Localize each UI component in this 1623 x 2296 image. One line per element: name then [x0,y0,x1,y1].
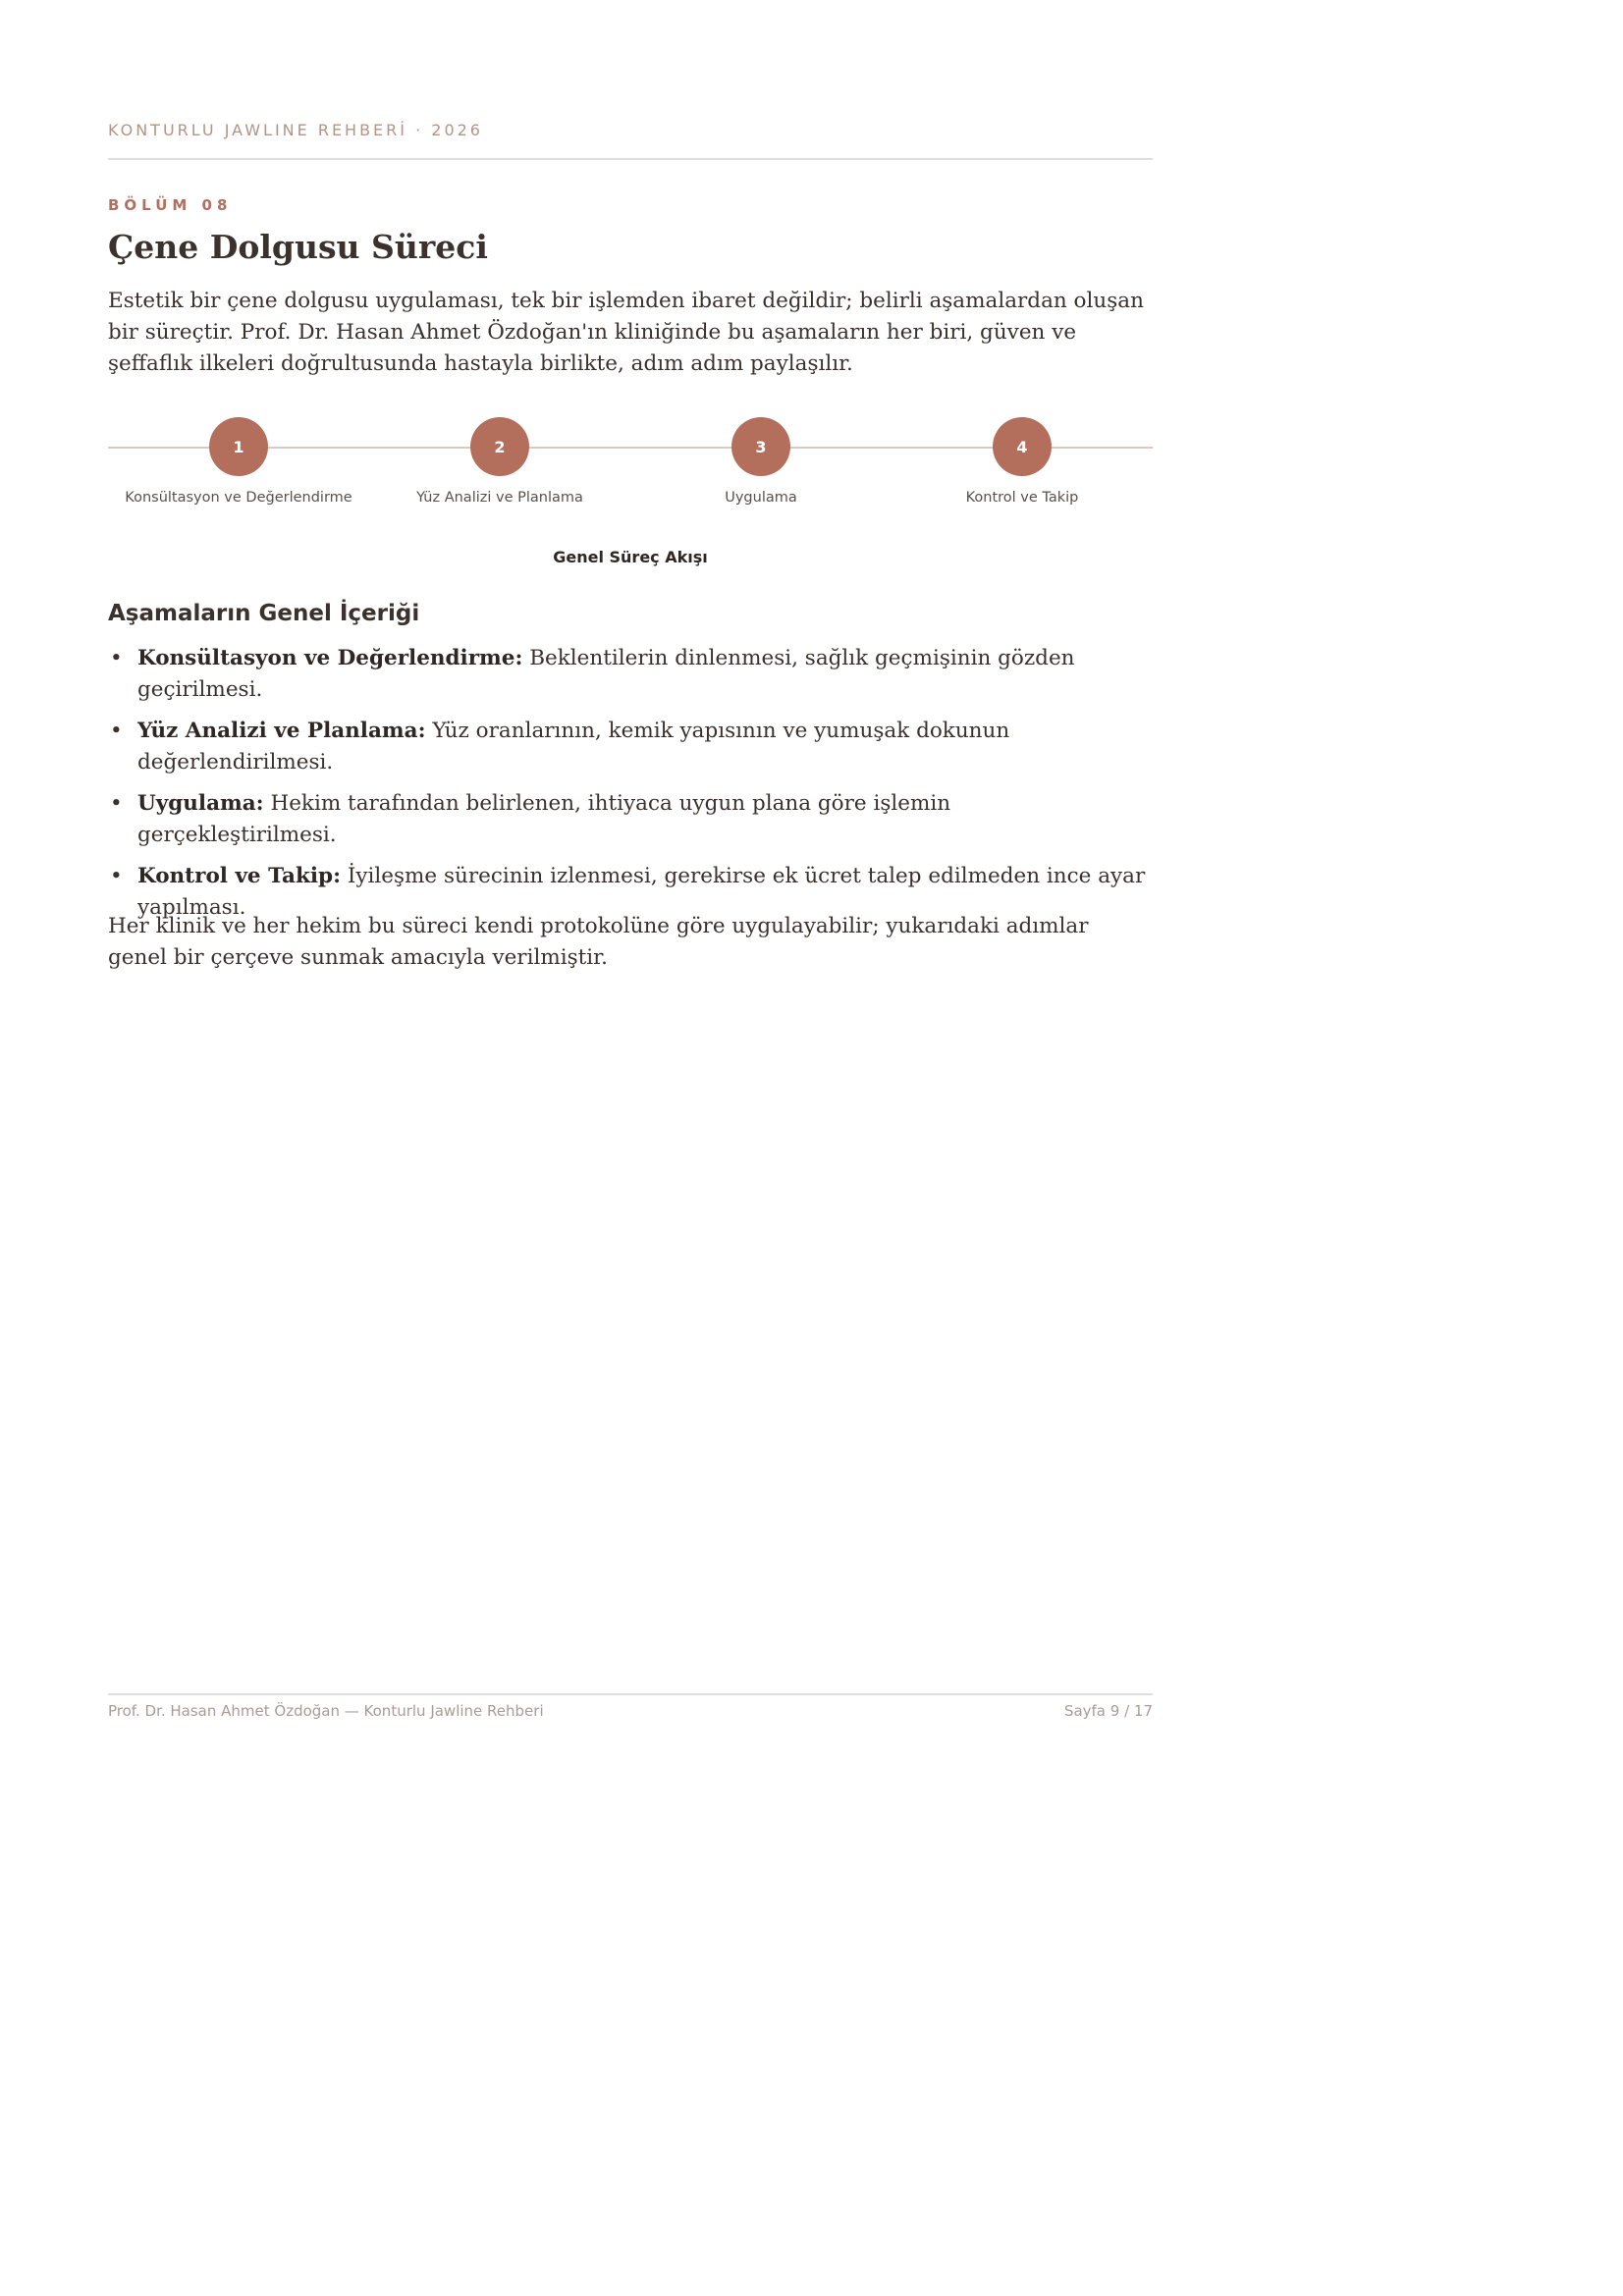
step-label: Uygulama [725,490,797,506]
list-item-text: Yüz oranlarının, kemik yapısının ve yumuşak dokunun değerlendirilmesi. [137,719,1010,774]
list-item-text: İyileşme sürecinin izlenmesi, gerekirse ek ücret talep edilmeden ince ayar yapılması. [137,864,1146,920]
list-item-text: Beklentilerin dinlenmesi, sağlık geçmişinin gözden geçirilmesi. [137,646,1075,702]
step-number-badge: 2 [470,417,529,476]
process-steps [108,415,1153,513]
bullet-icon: • [110,791,123,816]
footer-title: Prof. Dr. Hasan Ahmet Özdoğan — Konturlu Jawline Rehberi [108,1702,544,1720]
list-item [108,788,1153,851]
bullet-icon: • [110,864,123,888]
intro-paragraph: Estetik bir çene dolgusu uygulaması, tek bir işlemden ibaret değildir; belirli aşamalardan oluşan bir süreçtir. Prof. Dr. Hasan Ahmet Özdoğan'ın kliniğinde bu aşamaların her biri, güven ve şeffaflık ilkeleri doğrultusunda hastayla birlikte, adım adım paylaşılır. [108,289,1144,376]
step-label: Konsültasyon ve Değerlendirme [125,490,352,506]
stage-list [108,643,1153,934]
running-header: KONTURLU JAWLINE REHBERİ · 2026 [108,121,483,139]
list-item-text: Hekim tarafından belirlenen, ihtiyaca uygun plana göre işlemin gerçekleştirilmesi. [137,791,951,847]
list-item-term: Yüz Analizi ve Planlama: [137,719,426,743]
page-number: Sayfa 9 / 17 [1063,1702,1153,1720]
chapter-title: Çene Dolgusu Süreci [108,228,488,266]
bullet-icon: • [110,646,123,670]
step-number-badge: 3 [731,417,790,476]
list-item [108,716,1153,778]
step-label: Yüz Analizi ve Planlama [416,490,583,506]
list-item-term: Konsültasyon ve Değerlendirme: [137,646,523,670]
step-number-badge: 4 [993,417,1052,476]
list-item-term: Uygulama: [137,791,264,816]
footer-divider [108,1693,1153,1695]
closing-paragraph: Her klinik ve her hekim bu süreci kendi protokolüne göre uygulayabilir; yukarıdaki adımlar genel bir çerçeve sunmak amacıyla verilmiştir. [108,914,1089,970]
bullet-icon: • [110,719,123,743]
figure-caption: Genel Süreç Akışı [553,548,708,566]
chapter-label: BÖLÜM 08 [108,196,233,214]
list-item [108,643,1153,706]
header-divider [108,158,1153,160]
step-label: Kontrol ve Takip [965,490,1079,506]
document-page [108,0,1153,2296]
list-item-term: Kontrol ve Takip: [137,864,342,888]
step-number-badge: 1 [209,417,268,476]
section-heading: Aşamaların Genel İçeriği [108,601,420,626]
